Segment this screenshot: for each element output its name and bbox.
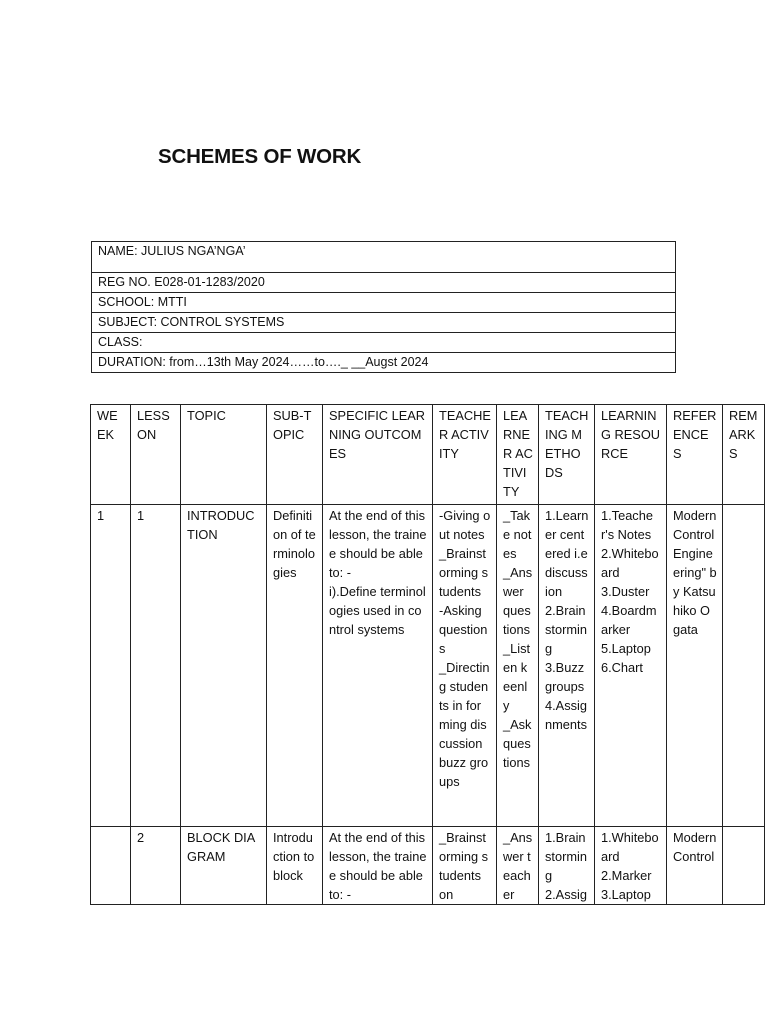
info-row-reg	[92, 273, 676, 293]
cell-resources: 1.Teacher's Notes 2.Whiteboard 3.Duster 4.Boardmarker 5.Laptop 6.Chart	[595, 505, 667, 827]
table-row	[91, 505, 765, 827]
cell-lesson: 2	[131, 827, 181, 905]
cell-teacher-activity: -Giving out notes _Brainstorming students -Asking questions _Directing students in forming discussion buzz groups	[433, 505, 497, 827]
scheme-table	[90, 404, 765, 905]
info-table	[91, 241, 676, 373]
header-resources: LEARNING RESOURCE	[595, 405, 667, 505]
info-row-duration	[92, 353, 676, 373]
info-row-class	[92, 333, 676, 353]
cell-references: Modern Control	[667, 827, 723, 905]
cell-remarks	[723, 505, 765, 827]
cell-week: 1	[91, 505, 131, 827]
cell-outcomes: At the end of this lesson, the trainee should be able to: - i).Define terminologies used in control systems	[323, 505, 433, 827]
cell-remarks	[723, 827, 765, 905]
info-row-school	[92, 293, 676, 313]
school-field: SCHOOL: MTTI	[92, 293, 676, 313]
cell-subtopic: Definition of terminologies	[267, 505, 323, 827]
header-outcomes: SPECIFIC LEARNING OUTCOMES	[323, 405, 433, 505]
header-week: WEEK	[91, 405, 131, 505]
cell-lesson: 1	[131, 505, 181, 827]
class-field: CLASS:	[92, 333, 676, 353]
header-topic: TOPIC	[181, 405, 267, 505]
reg-no-field: REG NO. E028-01-1283/2020	[92, 273, 676, 293]
header-subtopic: SUB-TOPIC	[267, 405, 323, 505]
cell-teacher-activity: _Brainstorming students on	[433, 827, 497, 905]
header-teacher-activity: TEACHER ACTIVITY	[433, 405, 497, 505]
header-references: REFERENCES	[667, 405, 723, 505]
cell-outcomes: At the end of this lesson, the trainee should be able to: -	[323, 827, 433, 905]
header-learner-activity: LEARNER ACTIVITY	[497, 405, 539, 505]
cell-methods: 1.Brainstorming 2.Assig	[539, 827, 595, 905]
cell-week	[91, 827, 131, 905]
header-remarks: REMARKS	[723, 405, 765, 505]
duration-field: DURATION: from…13th May 2024……to…._ __Augst 2024	[92, 353, 676, 373]
info-row-subject	[92, 313, 676, 333]
cell-topic: INTRODUCTION	[181, 505, 267, 827]
table-header-row	[91, 405, 765, 505]
name-field: NAME: JULIUS NGA’NGA’	[92, 242, 676, 273]
page-title: SCHEMES OF WORK	[158, 145, 362, 168]
cell-subtopic: Introduction to block	[267, 827, 323, 905]
cell-methods: 1.Learner centered i.e discussion 2.Brainstorming 3.Buzz groups 4.Assignments	[539, 505, 595, 827]
cell-learner-activity: _Answer teacher	[497, 827, 539, 905]
header-methods: TEACHING METHODS	[539, 405, 595, 505]
cell-references: Modern Control Engineering" by Katsuhiko Ogata	[667, 505, 723, 827]
info-row-name	[92, 242, 676, 273]
header-lesson: LESSON	[131, 405, 181, 505]
subject-field: SUBJECT: CONTROL SYSTEMS	[92, 313, 676, 333]
cell-resources: 1.Whiteboard 2.Marker 3.Laptop	[595, 827, 667, 905]
cell-topic: BLOCK DIAGRAM	[181, 827, 267, 905]
table-row	[91, 827, 765, 905]
cell-learner-activity: _Take notes _Answer questions _Listen keenly _Ask questions	[497, 505, 539, 827]
